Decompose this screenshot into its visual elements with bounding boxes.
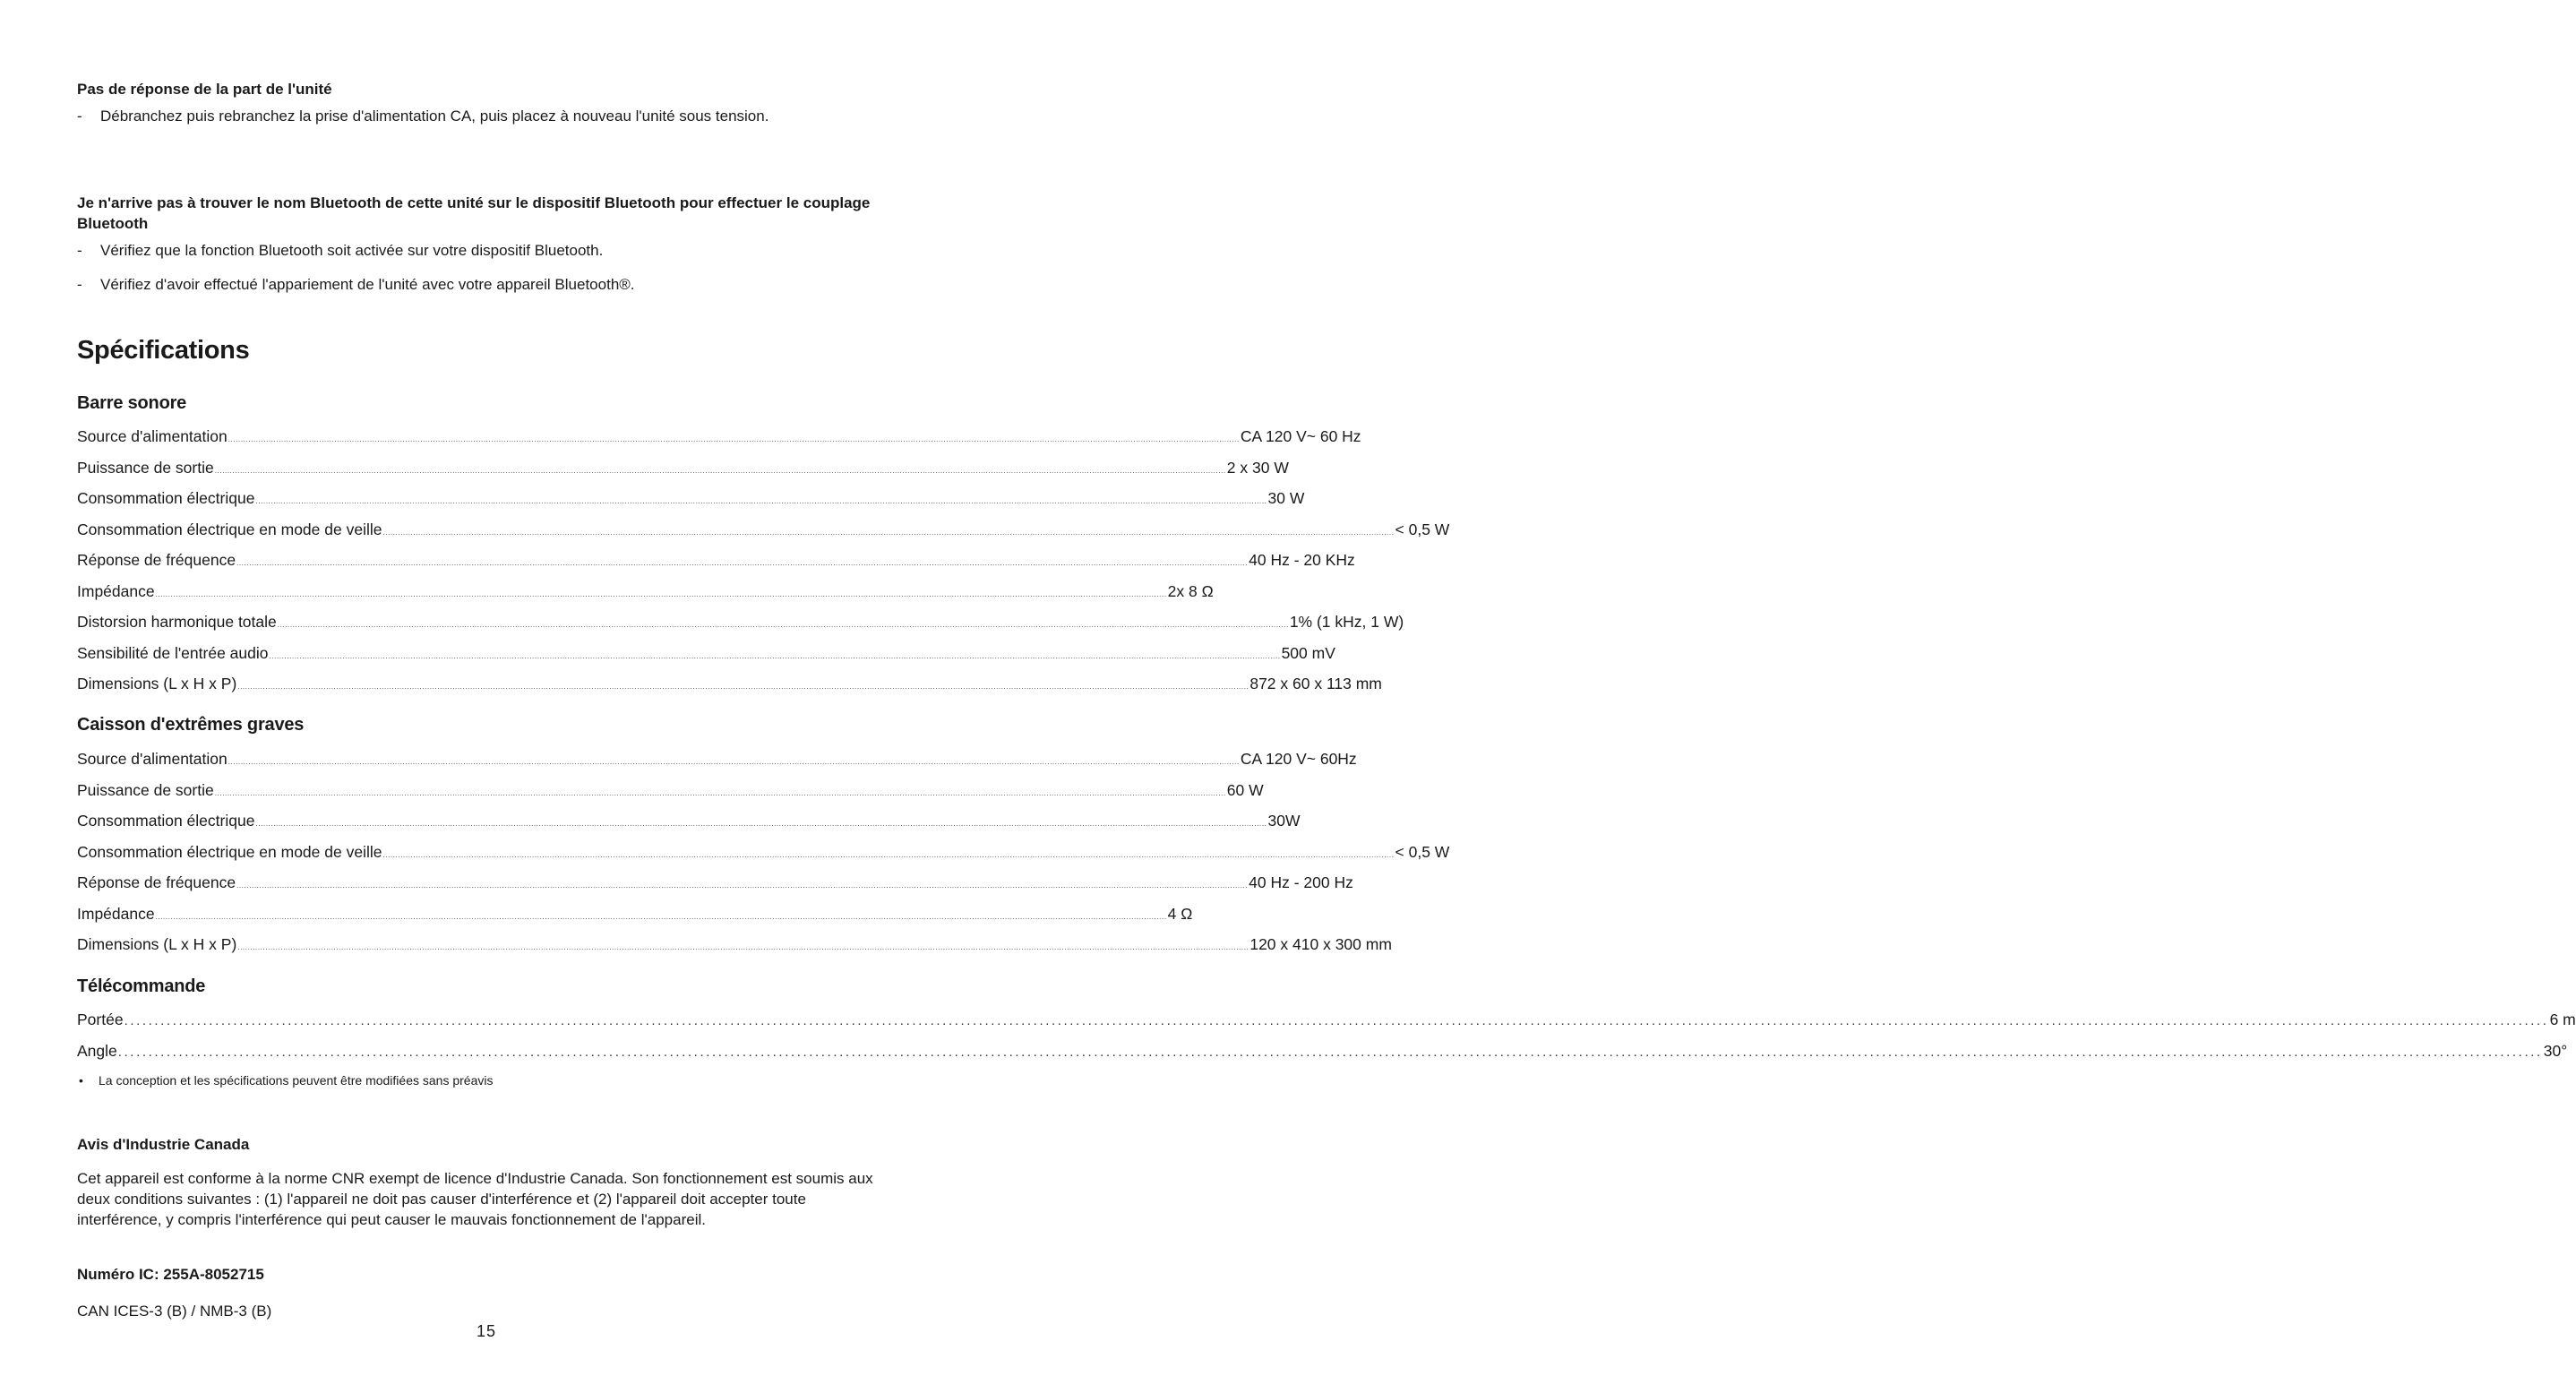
section-title-subwoofer: Caisson d'extrêmes graves (77, 715, 305, 735)
ic-number: Numéro IC: 255A-8052715 (77, 1266, 264, 1283)
spec-value: < 0,5 W (1395, 842, 1450, 861)
dot-leader: ................................................................................................................................................................................................................................................................................................................................................................................................................ (214, 466, 1226, 475)
spec-list-remote (77, 1004, 2576, 1066)
spec-row (77, 638, 1335, 669)
spec-label: Distorsion harmonique totale (77, 613, 277, 631)
spec-row (77, 929, 1392, 960)
spec-label: Impédance (77, 581, 155, 600)
spec-value: 2x 8 Ω (1167, 581, 1214, 600)
industry-canada-paragraph: Cet appareil est conforme à la norme CNR exempt de licence d'Industrie Canada. Son fonctionnement est soumis aux deux conditions suivantes : (1) l'appareil ne doit pas causer d'interférence et (2) l'appareil doit accepter toute interférence, y compris l'interférence qui peut causer le mauvais fonctionnement de l'appareil. (77, 1170, 873, 1228)
spec-label: Portée (77, 1010, 124, 1028)
spec-row (77, 1004, 2576, 1036)
spec-row (77, 452, 1289, 484)
spec-value: CA 120 V~ 60 Hz (1240, 427, 1361, 445)
troubleshoot-item: - Vérifiez que la fonction Bluetooth soit activée sur votre dispositif Bluetooth. (77, 242, 604, 259)
spec-label: Consommation électrique en mode de veille (77, 842, 382, 861)
bullet-dash: - (77, 108, 82, 125)
spec-row (77, 545, 1355, 576)
spec-row (77, 668, 1382, 700)
spec-list-soundbar (77, 421, 1450, 700)
bullet-dash: - (77, 276, 82, 293)
spec-value: 60 W (1226, 780, 1264, 799)
troubleshoot-block-bluetooth (77, 193, 876, 295)
spec-row (77, 775, 1264, 806)
spec-label: Puissance de sortie (77, 458, 214, 477)
troubleshoot-item: - Vérifiez d'avoir effectué l'appariement de l'unité avec votre appareil Bluetooth®. (77, 276, 635, 293)
spec-row (77, 576, 1214, 607)
spec-value: 30° (2543, 1041, 2568, 1060)
section-title-soundbar: Barre sonore (77, 393, 187, 413)
spec-value: 40 Hz - 20 KHz (1249, 551, 1355, 569)
spec-value: 872 x 60 x 113 mm (1249, 675, 1382, 692)
dot-leader: ................................................................................................................................................................................................................................................................................................................................................................................................................ (269, 651, 1281, 660)
spec-row (77, 514, 1450, 546)
spec-label: Réponse de fréquence (77, 873, 236, 891)
dot-leader: ................................................................................................................................................................................................................................................................................................................................................................................................................ (255, 497, 1267, 505)
spec-row (77, 867, 1353, 899)
note-text: La conception et les spécifications peuvent être modifiées sans préavis (99, 1073, 494, 1088)
industry-canada-heading: Avis d'Industrie Canada (77, 1136, 250, 1153)
dot-leader: ................................................................................................................................................................................................................................................................................................................................................................................................................ (117, 1044, 2543, 1060)
dot-leader: ................................................................................................................................................................................................................................................................................................................................................................................................................ (214, 788, 1226, 797)
spec-value: 1% (1 kHz, 1 W) (1289, 613, 1404, 631)
bullet-dash: - (77, 242, 82, 259)
spec-label: Dimensions (L x H x P) (77, 675, 237, 692)
dot-leader: ................................................................................................................................................................................................................................................................................................................................................................................................................ (155, 912, 1167, 921)
spec-value: 2 x 30 W (1226, 458, 1289, 477)
spec-label: Réponse de fréquence (77, 551, 236, 569)
specs-note (77, 1071, 876, 1089)
dot-leader: ................................................................................................................................................................................................................................................................................................................................................................................................................ (236, 559, 1249, 567)
spec-value: 4 Ω (1167, 904, 1193, 923)
spec-row (77, 837, 1450, 868)
spec-value: 30W (1267, 812, 1301, 830)
page-number: 15 (476, 1322, 497, 1340)
troubleshoot-block-no-response (77, 79, 876, 126)
spec-label: Consommation électrique en mode de veille (77, 520, 382, 538)
dot-leader: ................................................................................................................................................................................................................................................................................................................................................................................................................ (155, 589, 1167, 598)
ices-compliance: CAN ICES-3 (B) / NMB-3 (B) (77, 1303, 272, 1320)
troubleshoot-item: - Débranchez puis rebranchez la prise d'alimentation CA, puis placez à nouveau l'unité sous tension. (77, 108, 769, 125)
troubleshoot-heading: Pas de réponse de la part de l'unité (77, 81, 332, 98)
spec-label: Puissance de sortie (77, 780, 214, 799)
spec-label: Sensibilité de l'entrée audio (77, 643, 269, 662)
spec-value: 30 W (1267, 489, 1305, 507)
spec-row (77, 606, 1404, 638)
dot-leader: ................................................................................................................................................................................................................................................................................................................................................................................................................ (237, 943, 1249, 951)
dot-leader: ................................................................................................................................................................................................................................................................................................................................................................................................................ (382, 528, 1395, 537)
dot-leader: ................................................................................................................................................................................................................................................................................................................................................................................................................ (236, 882, 1249, 890)
spec-value: < 0,5 W (1395, 520, 1450, 538)
dot-leader: ................................................................................................................................................................................................................................................................................................................................................................................................................ (237, 683, 1249, 691)
troubleshoot-heading: Je n'arrive pas à trouver le nom Bluetooth de cette unité sur le dispositif Bluetooth pour effectuer le couplage Bluetooth (77, 194, 871, 232)
spec-label: Impédance (77, 904, 155, 923)
dot-leader: ................................................................................................................................................................................................................................................................................................................................................................................................................ (255, 820, 1267, 828)
spec-row (77, 1036, 2568, 1067)
spec-row (77, 744, 1357, 775)
dot-leader: ................................................................................................................................................................................................................................................................................................................................................................................................................ (228, 435, 1240, 443)
section-title-remote: Télécommande (77, 976, 206, 996)
spec-value: 500 mV (1281, 643, 1335, 662)
spec-list-subwoofer (77, 744, 1450, 960)
spec-value: 6 m (2549, 1010, 2576, 1028)
note-bullet: • (79, 1073, 83, 1088)
spec-row (77, 805, 1301, 837)
spec-value: CA 120 V~ 60Hz (1240, 750, 1357, 768)
dot-leader: ................................................................................................................................................................................................................................................................................................................................................................................................................ (124, 1013, 2549, 1028)
spec-label: Dimensions (L x H x P) (77, 935, 237, 953)
spec-row (77, 483, 1305, 514)
dot-leader: ................................................................................................................................................................................................................................................................................................................................................................................................................ (382, 850, 1395, 859)
spec-label: Angle (77, 1041, 117, 1060)
spec-value: 120 x 410 x 300 mm (1249, 935, 1392, 953)
spec-label: Consommation électrique (77, 489, 255, 507)
spec-label: Source d'alimentation (77, 750, 228, 768)
dot-leader: ................................................................................................................................................................................................................................................................................................................................................................................................................ (228, 758, 1240, 766)
spec-row (77, 421, 1361, 452)
spec-label: Source d'alimentation (77, 427, 228, 445)
spec-value: 40 Hz - 200 Hz (1249, 873, 1353, 891)
spec-row (77, 899, 1193, 930)
dot-leader: ................................................................................................................................................................................................................................................................................................................................................................................................................ (277, 621, 1289, 629)
specifications-title: Spécifications (77, 336, 250, 365)
spec-label: Consommation électrique (77, 812, 255, 830)
